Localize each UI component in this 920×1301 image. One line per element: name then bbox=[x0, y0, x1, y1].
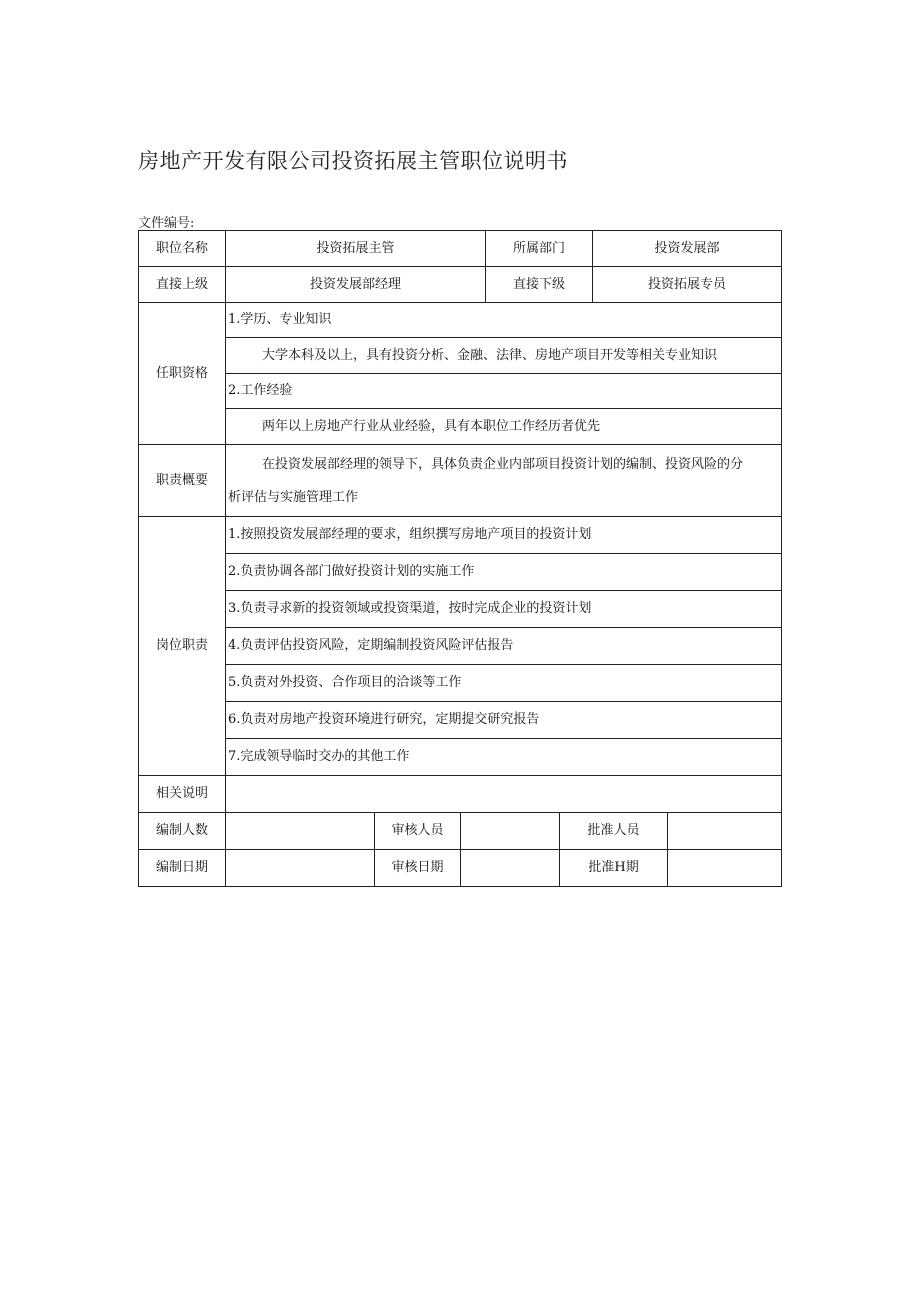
approved-date-label: 批准H期 bbox=[560, 850, 668, 887]
row-signoff-people bbox=[139, 813, 782, 850]
duty-item-6: 6.负责对房地产投资环境进行研究，定期提交研究报告 bbox=[226, 702, 782, 739]
duty-item-2: 2.负责协调各部门做好投资计划的实施工作 bbox=[226, 554, 782, 591]
duty-item-4: 4.负责评估投资风险，定期编制投资风险评估报告 bbox=[226, 628, 782, 665]
reviewed-date-value bbox=[461, 850, 560, 887]
reviewed-by-label: 审核人员 bbox=[375, 813, 461, 850]
row-summary bbox=[139, 445, 782, 517]
reviewed-by-value bbox=[461, 813, 560, 850]
row-position bbox=[139, 231, 782, 267]
summary-line-2: 析评估与实施管理工作 bbox=[228, 489, 359, 505]
row-duty-7 bbox=[139, 739, 782, 776]
duty-item-7: 7.完成领导临时交办的其他工作 bbox=[226, 739, 782, 776]
notes-label: 相关说明 bbox=[139, 776, 226, 813]
reviewed-date-label: 审核日期 bbox=[375, 850, 461, 887]
row-duty-5 bbox=[139, 665, 782, 702]
row-qual-edu-title bbox=[139, 303, 782, 338]
row-duty-4 bbox=[139, 628, 782, 665]
prepared-by-value bbox=[226, 813, 375, 850]
row-notes bbox=[139, 776, 782, 813]
position-name-label: 职位名称 bbox=[139, 231, 226, 267]
row-duty-6 bbox=[139, 702, 782, 739]
approved-by-value bbox=[668, 813, 782, 850]
duty-item-5: 5.负责对外投资、合作项目的洽谈等工作 bbox=[226, 665, 782, 702]
row-duty-3 bbox=[139, 591, 782, 628]
qualifications-label: 任职资格 bbox=[139, 303, 226, 445]
row-signoff-dates bbox=[139, 850, 782, 887]
notes-value bbox=[226, 776, 782, 813]
row-reporting bbox=[139, 267, 782, 303]
prepared-date-value bbox=[226, 850, 375, 887]
row-duty-2 bbox=[139, 554, 782, 591]
experience-title: 2.工作经验 bbox=[226, 374, 782, 409]
row-qual-exp-text bbox=[139, 409, 782, 445]
department-value: 投资发展部 bbox=[593, 231, 782, 267]
superior-value: 投资发展部经理 bbox=[226, 267, 486, 303]
summary-text bbox=[226, 445, 782, 517]
position-name-value: 投资拓展主管 bbox=[226, 231, 486, 267]
summary-label: 职责概要 bbox=[139, 445, 226, 517]
job-description-table bbox=[138, 230, 782, 887]
row-duty-1 bbox=[139, 517, 782, 554]
page-title: 房地产开发有限公司投资拓展主管职位说明书 bbox=[138, 149, 568, 173]
row-qual-edu-text bbox=[139, 338, 782, 374]
superior-label: 直接上级 bbox=[139, 267, 226, 303]
prepared-by-label: 编制人数 bbox=[139, 813, 226, 850]
department-label: 所属部门 bbox=[486, 231, 593, 267]
approved-by-label: 批准人员 bbox=[560, 813, 668, 850]
education-text: 大学本科及以上，具有投资分析、金融、法律、房地产项目开发等相关专业知识 bbox=[226, 338, 782, 374]
subordinate-value: 投资拓展专员 bbox=[593, 267, 782, 303]
subordinate-label: 直接下级 bbox=[486, 267, 593, 303]
file-number-label: 文件编号: bbox=[138, 216, 195, 231]
experience-text: 两年以上房地产行业从业经验，具有本职位工作经历者优先 bbox=[226, 409, 782, 445]
prepared-date-label: 编制日期 bbox=[139, 850, 226, 887]
education-title: 1.学历、专业知识 bbox=[226, 303, 782, 338]
row-qual-exp-title bbox=[139, 374, 782, 409]
duty-item-1: 1.按照投资发展部经理的要求，组织撰写房地产项目的投资计划 bbox=[226, 517, 782, 554]
approved-date-value bbox=[668, 850, 782, 887]
duty-item-3: 3.负责寻求新的投资领域或投资渠道，按时完成企业的投资计划 bbox=[226, 591, 782, 628]
duties-label: 岗位职责 bbox=[139, 517, 226, 776]
summary-line-1: 在投资发展部经理的领导下，具体负责企业内部项目投资计划的编制、投资风险的分 bbox=[262, 456, 744, 472]
